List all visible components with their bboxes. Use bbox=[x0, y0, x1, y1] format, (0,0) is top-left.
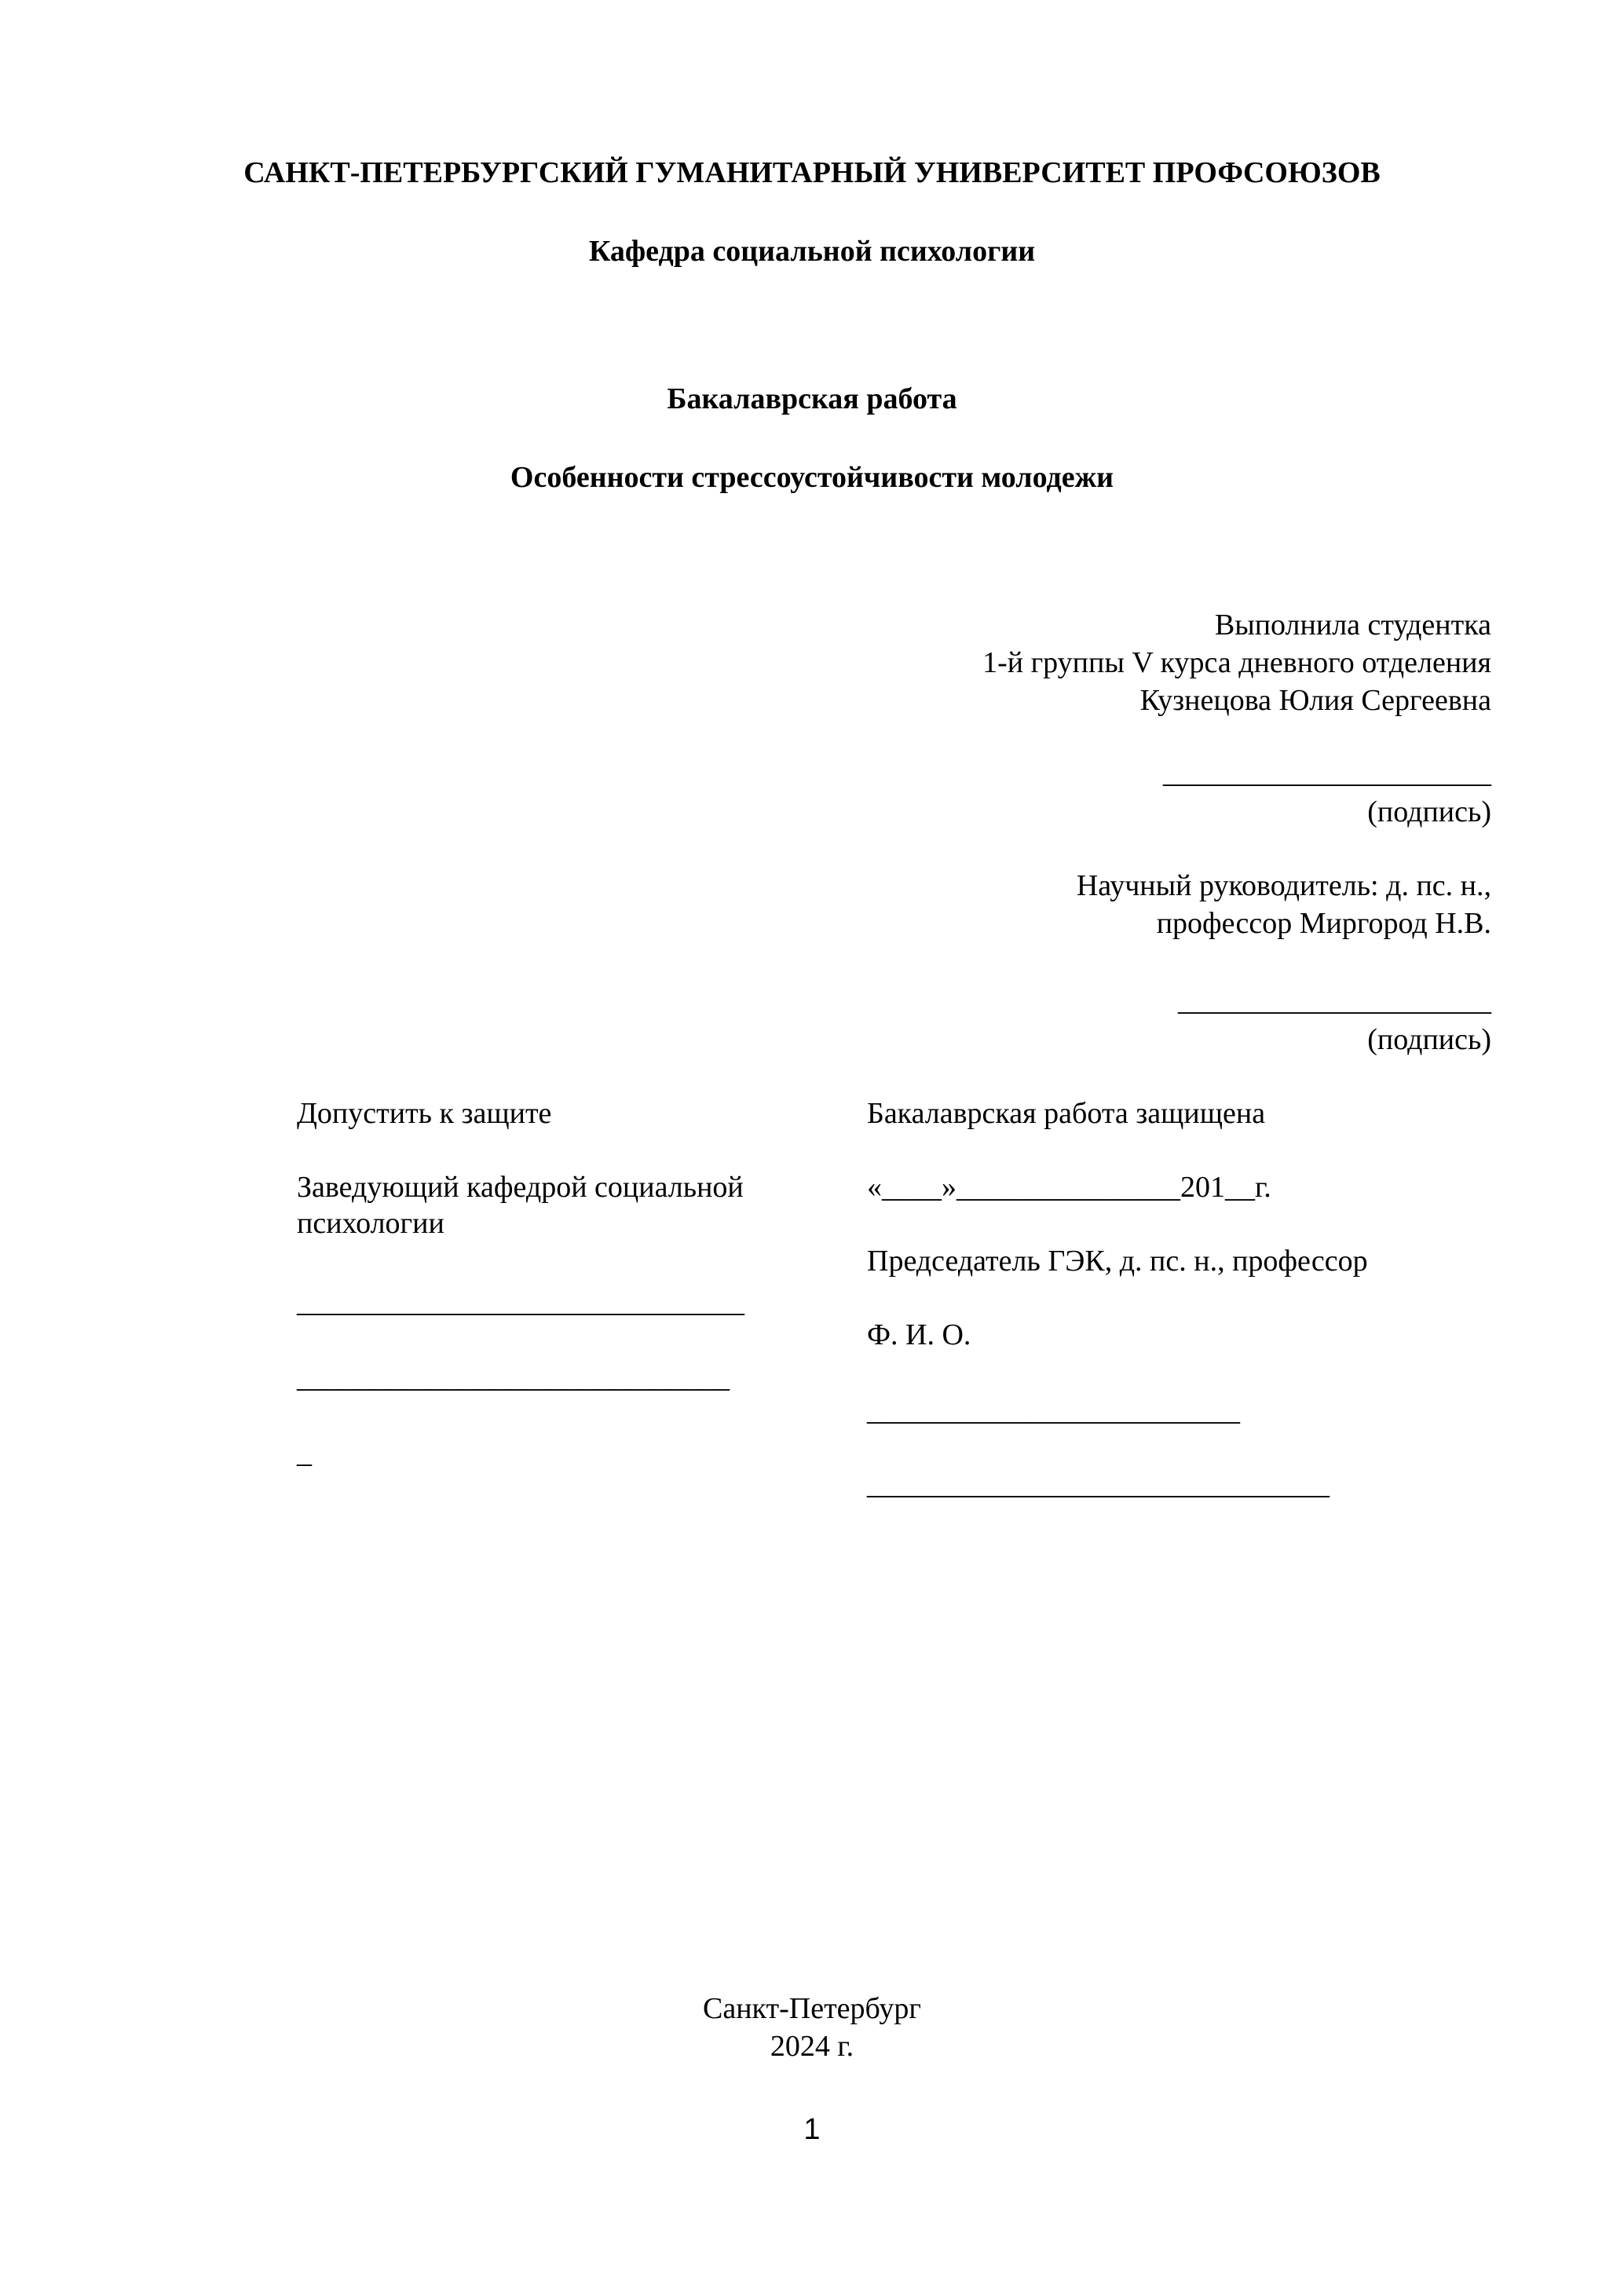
defense-chair: Председатель ГЭК, д. пс. н., профессор bbox=[867, 1245, 1368, 1278]
supervisor-line-1: Научный руководитель: д. пс. н., bbox=[1076, 869, 1491, 902]
defense-signature-line-1: _________________________ bbox=[867, 1394, 1240, 1427]
supervisor-signature-label: (подпись) bbox=[1367, 1023, 1491, 1056]
defense-signature-line-2: _______________________________ bbox=[867, 1468, 1330, 1501]
work-type: Бакалаврская работа bbox=[667, 382, 957, 415]
student-signature-label: (подпись) bbox=[1367, 795, 1491, 828]
page-number: 1 bbox=[803, 2113, 821, 2146]
work-title: Особенности стрессоустойчивости молодежи bbox=[510, 461, 1114, 494]
student-name: Кузнецова Юлия Сергеевна bbox=[1139, 684, 1491, 717]
student-line-2: 1-й группы V курса дневного отделения bbox=[982, 646, 1491, 679]
supervisor-signature-line: _____________________ bbox=[1178, 984, 1491, 1017]
defense-date: «____»_______________201__г. bbox=[867, 1171, 1271, 1204]
defense-fio: Ф. И. О. bbox=[867, 1318, 971, 1351]
admission-title: Допустить к защите bbox=[297, 1097, 552, 1130]
university-name: САНКТ-ПЕТЕРБУРГСКИЙ ГУМАНИТАРНЫЙ УНИВЕРСИТЕТ ПРОФСОЮЗОВ bbox=[243, 156, 1381, 189]
admission-signature-line-1: ______________________________ bbox=[297, 1285, 744, 1318]
student-block bbox=[982, 606, 1491, 719]
admission-head-line-2: психологии bbox=[297, 1207, 444, 1240]
footer-year: 2024 г. bbox=[770, 2030, 854, 2063]
footer-block bbox=[0, 1990, 1624, 2065]
supervisor-line-2: профессор Миргород Н.В. bbox=[1156, 907, 1491, 940]
footer-city: Санкт-Петербург bbox=[702, 1992, 922, 2025]
department-name: Кафедра социальной психологии bbox=[588, 235, 1036, 268]
admission-signature-line-2: _____________________________ bbox=[297, 1361, 730, 1394]
student-signature-line: ______________________ bbox=[1163, 756, 1491, 789]
supervisor-block bbox=[1077, 867, 1491, 942]
admission-signature-line-3: _ bbox=[297, 1436, 312, 1469]
admission-head-line-1: Заведующий кафедрой социальной bbox=[297, 1171, 744, 1204]
defense-title: Бакалаврская работа защищена bbox=[867, 1097, 1266, 1130]
student-line-1: Выполнила студентка bbox=[1214, 609, 1491, 642]
